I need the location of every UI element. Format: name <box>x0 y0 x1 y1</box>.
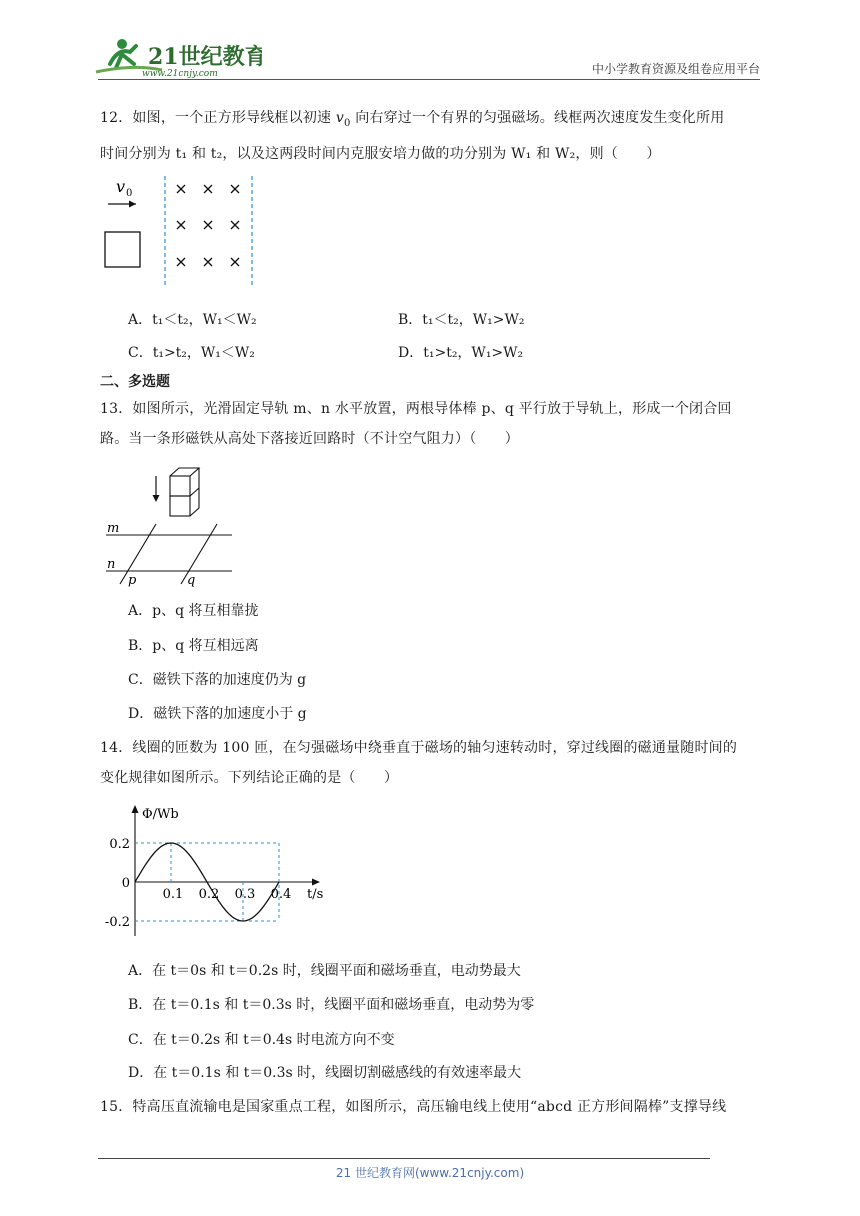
x-tick-0.2: 0.2 <box>198 887 220 902</box>
q13-line1: 如图所示，光滑固定导轨 m、n 水平放置，两根导体棒 p、q 平行放于导轨上，形成一个闭合回 <box>132 401 732 417</box>
q14-flux-chart <box>100 800 340 944</box>
bar-magnet <box>170 468 199 516</box>
q14-option-d: D．在 t＝0.1s 和 t＝0.3s 时，线圈切割磁感线的有效速率最大 <box>128 1065 522 1081</box>
y-tick-0: 0 <box>121 876 130 891</box>
x-tick-0.1: 0.1 <box>162 887 184 902</box>
magnetic-field-crosses <box>177 185 239 266</box>
q12-option-c: C．t₁>t₂，W₁＜W₂ <box>128 345 255 361</box>
footer-divider <box>98 1158 710 1159</box>
q12-number: 12． <box>100 110 133 126</box>
label-n: n <box>107 557 116 572</box>
q14-stem <box>100 733 760 793</box>
q12-stem <box>100 103 760 169</box>
q12-line1a: 如图，一个正方形导线框以初速 <box>132 110 336 126</box>
q14-option-c: C．在 t＝0.2s 和 t＝0.4s 时电流方向不变 <box>128 1032 395 1048</box>
x-tick-0.3: 0.3 <box>234 887 256 902</box>
q13-option-a: A．p、q 将互相靠拢 <box>128 603 259 619</box>
q12-line1b: 向右穿过一个有界的匀强磁场。线框两次速度发生变化所用 <box>350 110 725 126</box>
square-loop <box>105 232 140 267</box>
q13-figure <box>100 464 240 594</box>
label-p: p <box>128 573 137 588</box>
q13-option-b: B．p、q 将互相远离 <box>128 638 259 654</box>
header-divider <box>98 79 760 80</box>
footer-text: 21 世纪教育网(www.21cnjy.com) <box>335 1166 525 1180</box>
rod-p <box>120 524 156 584</box>
label-q: q <box>187 573 196 588</box>
q14-option-b: B．在 t＝0.1s 和 t＝0.3s 时，线圈平面和磁场垂直，电动势为零 <box>128 997 535 1013</box>
q13-line2: 路。当一条形磁铁从高处下落接近回路时（不计空气阻力）（ ） <box>100 431 519 447</box>
q12-figure <box>100 172 270 296</box>
q14-line1: 线圈的匝数为 100 匝，在匀强磁场中绕垂直于磁场的轴匀速转动时，穿过线圈的磁通量随时间的 <box>132 740 738 756</box>
q13-option-d: D．磁铁下落的加速度小于 g <box>128 706 307 722</box>
q12-fig-v0-sub: 0 <box>126 188 133 199</box>
site-logo <box>92 34 262 82</box>
q12-v0: v <box>335 110 344 126</box>
q15-line1: 特高压直流输电是国家重点工程，如图所示，高压输电线上使用“abcd 正方形间隔棒”支撑导线 <box>132 1099 727 1115</box>
chart-xlabel: t/s <box>307 887 324 902</box>
q12-v0-sub: 0 <box>343 117 351 129</box>
q13-number: 13． <box>100 401 133 417</box>
x-tick-0.4: 0.4 <box>270 887 292 902</box>
logo-text: 21世纪教育 <box>148 44 262 70</box>
q13-stem <box>100 394 760 454</box>
q12-option-d: D．t₁>t₂，W₁>W₂ <box>398 345 524 361</box>
q15-stem <box>100 1092 760 1122</box>
label-m: m <box>107 521 120 536</box>
logo-url: www.21cnjy.com <box>142 69 218 79</box>
q14-number: 14． <box>100 740 133 756</box>
q12-option-b: B．t₁＜t₂，W₁>W₂ <box>398 312 525 328</box>
q12-fig-v0: v <box>116 177 126 196</box>
q15-number: 15． <box>100 1099 133 1115</box>
q14-line2: 变化规律如图所示。下列结论正确的是（ ） <box>100 770 399 786</box>
y-tick-neg0.2: -0.2 <box>104 915 130 930</box>
q12-line2: 时间分别为 t₁ 和 t₂，以及这两段时间内克服安培力做的功分别为 W₁ 和 W₂，则（ ） <box>100 145 661 162</box>
q13-option-c: C．磁铁下落的加速度仍为 g <box>128 672 307 688</box>
y-tick-0.2: 0.2 <box>109 837 130 852</box>
q14-option-a: A．在 t＝0s 和 t＝0.2s 时，线圈平面和磁场垂直，电动势最大 <box>128 963 521 979</box>
q12-option-a: A．t₁＜t₂，W₁＜W₂ <box>128 312 257 328</box>
header-platform-text: 中小学教育资源及组卷应用平台 <box>591 62 760 76</box>
chart-ylabel: Φ/Wb <box>142 807 179 822</box>
section-title: 二、多选题 <box>100 374 170 390</box>
